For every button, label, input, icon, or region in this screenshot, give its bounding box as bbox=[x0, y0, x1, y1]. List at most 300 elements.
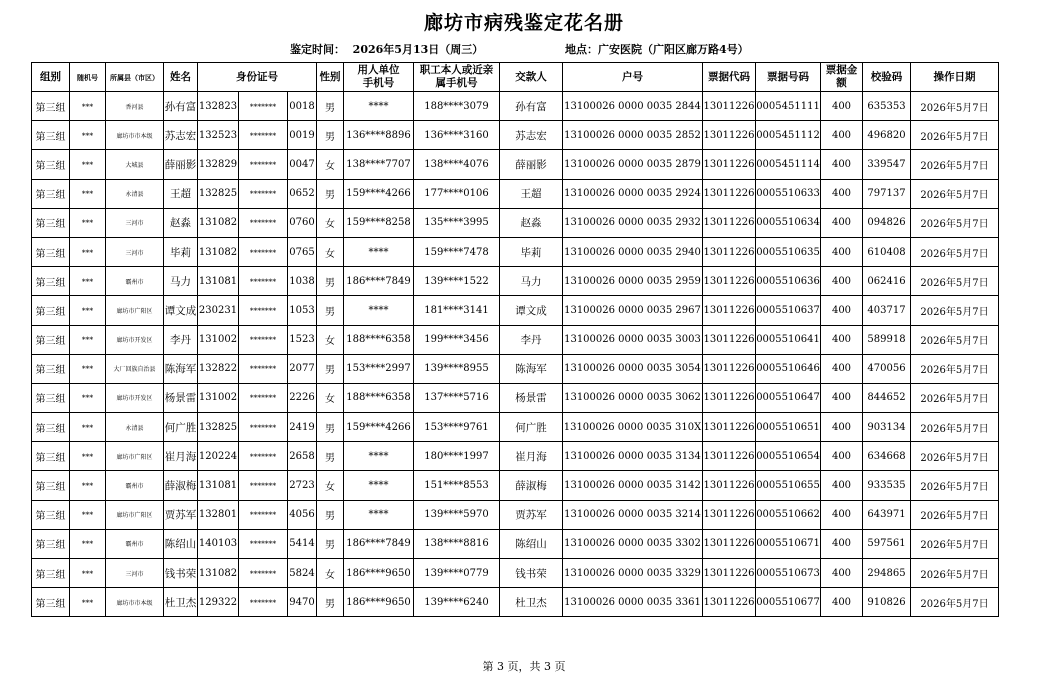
cell-invoice-code: 13011226 bbox=[703, 471, 756, 500]
cell-check-code: 597561 bbox=[863, 529, 911, 558]
cell-county: 廊坊市广阳区 bbox=[106, 296, 164, 325]
cell-id-prefix: 132825 bbox=[198, 179, 239, 208]
cell-check-code: 094826 bbox=[863, 208, 911, 237]
cell-check-code: 294865 bbox=[863, 559, 911, 588]
cell-date: 2026年5月7日 bbox=[911, 237, 999, 266]
cell-payer: 贾苏军 bbox=[500, 500, 563, 529]
table-row bbox=[32, 121, 999, 150]
table-row bbox=[32, 442, 999, 471]
cell-id-mask: ******* bbox=[239, 588, 288, 617]
cell-group: 第三组 bbox=[32, 442, 70, 471]
cell-id-suffix: 5824 bbox=[288, 559, 317, 588]
cell-account: 13100026 0000 0035 3054 bbox=[563, 354, 703, 383]
cell-id-mask: ******* bbox=[239, 150, 288, 179]
cell-check-code: 903134 bbox=[863, 413, 911, 442]
cell-invoice-number: 0005510655 bbox=[756, 471, 821, 500]
cell-date: 2026年5月7日 bbox=[911, 471, 999, 500]
table-row bbox=[32, 529, 999, 558]
cell-gender: 男 bbox=[317, 413, 344, 442]
cell-group: 第三组 bbox=[32, 208, 70, 237]
cell-payer: 谭文成 bbox=[500, 296, 563, 325]
cell-id-mask: ******* bbox=[239, 529, 288, 558]
header-payer: 交款人 bbox=[500, 63, 563, 92]
cell-self-phone: 137****5716 bbox=[414, 383, 500, 412]
cell-date: 2026年5月7日 bbox=[911, 92, 999, 121]
cell-employer-phone: 159****4266 bbox=[344, 179, 414, 208]
cell-amount: 400 bbox=[821, 325, 863, 354]
appraisal-time bbox=[290, 41, 483, 57]
cell-gender: 男 bbox=[317, 354, 344, 383]
cell-id-suffix: 0765 bbox=[288, 237, 317, 266]
cell-code: *** bbox=[70, 296, 106, 325]
cell-invoice-number: 0005510647 bbox=[756, 383, 821, 412]
cell-id-suffix: 9470 bbox=[288, 588, 317, 617]
cell-invoice-number: 0005510654 bbox=[756, 442, 821, 471]
cell-date: 2026年5月7日 bbox=[911, 500, 999, 529]
cell-amount: 400 bbox=[821, 588, 863, 617]
cell-date: 2026年5月7日 bbox=[911, 354, 999, 383]
cell-payer: 马力 bbox=[500, 267, 563, 296]
cell-account: 13100026 0000 0035 2924 bbox=[563, 179, 703, 208]
header-invoice-number: 票据号码 bbox=[756, 63, 821, 92]
cell-account: 13100026 0000 0035 3003 bbox=[563, 325, 703, 354]
cell-group: 第三组 bbox=[32, 179, 70, 208]
cell-code: *** bbox=[70, 92, 106, 121]
cell-invoice-code: 13011226 bbox=[703, 325, 756, 354]
cell-employer-phone: **** bbox=[344, 442, 414, 471]
header-employer-phone-line2: 手机号 bbox=[362, 77, 395, 89]
cell-invoice-code: 13011226 bbox=[703, 237, 756, 266]
cell-group: 第三组 bbox=[32, 354, 70, 383]
cell-invoice-code: 13011226 bbox=[703, 121, 756, 150]
cell-id-mask: ******* bbox=[239, 354, 288, 383]
cell-check-code: 496820 bbox=[863, 121, 911, 150]
cell-invoice-number: 0005510633 bbox=[756, 179, 821, 208]
cell-county: 廊坊市广阳区 bbox=[106, 500, 164, 529]
cell-name: 马力 bbox=[164, 267, 198, 296]
cell-self-phone: 177****0106 bbox=[414, 179, 500, 208]
cell-amount: 400 bbox=[821, 296, 863, 325]
cell-date: 2026年5月7日 bbox=[911, 588, 999, 617]
cell-payer: 钱书荣 bbox=[500, 559, 563, 588]
cell-gender: 男 bbox=[317, 267, 344, 296]
header-self-phone-line1: 职工本人或近亲 bbox=[419, 64, 494, 76]
cell-invoice-number: 0005451112 bbox=[756, 121, 821, 150]
cell-id-mask: ******* bbox=[239, 296, 288, 325]
cell-name: 杜卫杰 bbox=[164, 588, 198, 617]
table-row bbox=[32, 383, 999, 412]
cell-gender: 男 bbox=[317, 121, 344, 150]
cell-code: *** bbox=[70, 588, 106, 617]
cell-invoice-number: 0005510637 bbox=[756, 296, 821, 325]
cell-group: 第三组 bbox=[32, 237, 70, 266]
cell-amount: 400 bbox=[821, 179, 863, 208]
cell-employer-phone: 186****7849 bbox=[344, 529, 414, 558]
cell-amount: 400 bbox=[821, 92, 863, 121]
cell-invoice-number: 0005451111 bbox=[756, 92, 821, 121]
cell-county: 三河市 bbox=[106, 237, 164, 266]
cell-id-prefix: 132523 bbox=[198, 121, 239, 150]
cell-group: 第三组 bbox=[32, 296, 70, 325]
table-row bbox=[32, 208, 999, 237]
cell-invoice-code: 13011226 bbox=[703, 559, 756, 588]
cell-group: 第三组 bbox=[32, 588, 70, 617]
cell-id-suffix: 2077 bbox=[288, 354, 317, 383]
table-row bbox=[32, 471, 999, 500]
cell-self-phone: 153****9761 bbox=[414, 413, 500, 442]
cell-gender: 男 bbox=[317, 442, 344, 471]
cell-id-prefix: 131081 bbox=[198, 267, 239, 296]
cell-invoice-code: 13011226 bbox=[703, 267, 756, 296]
cell-employer-phone: **** bbox=[344, 296, 414, 325]
cell-self-phone: 180****1997 bbox=[414, 442, 500, 471]
cell-gender: 男 bbox=[317, 529, 344, 558]
cell-code: *** bbox=[70, 354, 106, 383]
cell-group: 第三组 bbox=[32, 500, 70, 529]
cell-id-mask: ******* bbox=[239, 500, 288, 529]
appraisal-place bbox=[565, 41, 749, 57]
cell-employer-phone: 186****9650 bbox=[344, 559, 414, 588]
cell-account: 13100026 0000 0035 2932 bbox=[563, 208, 703, 237]
cell-date: 2026年5月7日 bbox=[911, 150, 999, 179]
cell-id-prefix: 132801 bbox=[198, 500, 239, 529]
cell-code: *** bbox=[70, 559, 106, 588]
cell-id-prefix: 132823 bbox=[198, 92, 239, 121]
cell-id-prefix: 230231 bbox=[198, 296, 239, 325]
cell-self-phone: 139****6240 bbox=[414, 588, 500, 617]
cell-payer: 陈绍山 bbox=[500, 529, 563, 558]
cell-name: 赵淼 bbox=[164, 208, 198, 237]
cell-date: 2026年5月7日 bbox=[911, 413, 999, 442]
place-label: 地点： bbox=[565, 43, 598, 56]
cell-invoice-code: 13011226 bbox=[703, 442, 756, 471]
cell-self-phone: 139****0779 bbox=[414, 559, 500, 588]
header-name: 姓名 bbox=[164, 63, 198, 92]
cell-account: 13100026 0000 0035 3329 bbox=[563, 559, 703, 588]
cell-id-prefix: 132829 bbox=[198, 150, 239, 179]
cell-gender: 女 bbox=[317, 559, 344, 588]
cell-name: 薛淑梅 bbox=[164, 471, 198, 500]
cell-invoice-code: 13011226 bbox=[703, 179, 756, 208]
cell-id-suffix: 0018 bbox=[288, 92, 317, 121]
cell-amount: 400 bbox=[821, 267, 863, 296]
cell-id-mask: ******* bbox=[239, 92, 288, 121]
cell-id-suffix: 2658 bbox=[288, 442, 317, 471]
cell-payer: 陈海军 bbox=[500, 354, 563, 383]
header-amount: 票据金额 bbox=[821, 63, 863, 92]
cell-self-phone: 139****8955 bbox=[414, 354, 500, 383]
cell-id-suffix: 2226 bbox=[288, 383, 317, 412]
cell-employer-phone: **** bbox=[344, 500, 414, 529]
header-self-phone-line2: 属手机号 bbox=[435, 77, 478, 89]
cell-gender: 男 bbox=[317, 92, 344, 121]
cell-invoice-number: 0005510641 bbox=[756, 325, 821, 354]
table-row bbox=[32, 267, 999, 296]
cell-name: 何广胜 bbox=[164, 413, 198, 442]
cell-payer: 杜卫杰 bbox=[500, 588, 563, 617]
cell-id-prefix: 129322 bbox=[198, 588, 239, 617]
cell-id-mask: ******* bbox=[239, 179, 288, 208]
cell-employer-phone: **** bbox=[344, 471, 414, 500]
cell-code: *** bbox=[70, 500, 106, 529]
cell-id-suffix: 4056 bbox=[288, 500, 317, 529]
cell-self-phone: 138****8816 bbox=[414, 529, 500, 558]
cell-date: 2026年5月7日 bbox=[911, 559, 999, 588]
cell-code: *** bbox=[70, 150, 106, 179]
cell-self-phone: 199****3456 bbox=[414, 325, 500, 354]
cell-code: *** bbox=[70, 237, 106, 266]
cell-self-phone: 136****3160 bbox=[414, 121, 500, 150]
cell-employer-phone: 138****7707 bbox=[344, 150, 414, 179]
cell-county: 永清县 bbox=[106, 179, 164, 208]
cell-check-code: 844652 bbox=[863, 383, 911, 412]
cell-account: 13100026 0000 0035 2879 bbox=[563, 150, 703, 179]
time-value: 2026年5月13日（周三） bbox=[352, 43, 484, 56]
cell-payer: 杨景雷 bbox=[500, 383, 563, 412]
cell-name: 陈海军 bbox=[164, 354, 198, 383]
cell-county: 大厂回族自治县 bbox=[106, 354, 164, 383]
cell-date: 2026年5月7日 bbox=[911, 325, 999, 354]
cell-name: 崔月海 bbox=[164, 442, 198, 471]
table-row bbox=[32, 413, 999, 442]
cell-county: 永清县 bbox=[106, 413, 164, 442]
cell-invoice-code: 13011226 bbox=[703, 500, 756, 529]
cell-check-code: 589918 bbox=[863, 325, 911, 354]
cell-account: 13100026 0000 0035 2940 bbox=[563, 237, 703, 266]
cell-self-phone: 135****3995 bbox=[414, 208, 500, 237]
cell-self-phone: 139****5970 bbox=[414, 500, 500, 529]
header-date: 操作日期 bbox=[911, 63, 999, 92]
cell-employer-phone: 186****7849 bbox=[344, 267, 414, 296]
cell-self-phone: 151****8553 bbox=[414, 471, 500, 500]
cell-id-suffix: 1038 bbox=[288, 267, 317, 296]
cell-invoice-code: 13011226 bbox=[703, 588, 756, 617]
cell-name: 杨景雷 bbox=[164, 383, 198, 412]
cell-account: 13100026 0000 0035 3142 bbox=[563, 471, 703, 500]
cell-employer-phone: 136****8896 bbox=[344, 121, 414, 150]
cell-date: 2026年5月7日 bbox=[911, 529, 999, 558]
cell-id-mask: ******* bbox=[239, 383, 288, 412]
cell-date: 2026年5月7日 bbox=[911, 208, 999, 237]
cell-check-code: 797137 bbox=[863, 179, 911, 208]
cell-account: 13100026 0000 0035 2844 bbox=[563, 92, 703, 121]
cell-employer-phone: 188****6358 bbox=[344, 383, 414, 412]
header-employer-phone bbox=[344, 63, 414, 92]
cell-group: 第三组 bbox=[32, 559, 70, 588]
table-row bbox=[32, 92, 999, 121]
cell-payer: 苏志宏 bbox=[500, 121, 563, 150]
cell-county: 香河县 bbox=[106, 92, 164, 121]
header-check-code: 校验码 bbox=[863, 63, 911, 92]
document-title: 廊坊市病残鉴定花名册 bbox=[423, 12, 624, 34]
cell-employer-phone: 188****6358 bbox=[344, 325, 414, 354]
cell-invoice-number: 0005510662 bbox=[756, 500, 821, 529]
cell-group: 第三组 bbox=[32, 471, 70, 500]
cell-id-prefix: 131002 bbox=[198, 325, 239, 354]
cell-gender: 女 bbox=[317, 471, 344, 500]
cell-account: 13100026 0000 0035 2852 bbox=[563, 121, 703, 150]
table-row bbox=[32, 325, 999, 354]
cell-code: *** bbox=[70, 383, 106, 412]
cell-check-code: 470056 bbox=[863, 354, 911, 383]
table-row bbox=[32, 500, 999, 529]
cell-id-suffix: 0019 bbox=[288, 121, 317, 150]
cell-payer: 薛丽影 bbox=[500, 150, 563, 179]
cell-county: 廊坊市开发区 bbox=[106, 383, 164, 412]
cell-id-mask: ******* bbox=[239, 267, 288, 296]
cell-date: 2026年5月7日 bbox=[911, 267, 999, 296]
cell-gender: 女 bbox=[317, 150, 344, 179]
cell-id-prefix: 131002 bbox=[198, 383, 239, 412]
cell-name: 贾苏军 bbox=[164, 500, 198, 529]
cell-invoice-number: 0005510635 bbox=[756, 237, 821, 266]
cell-name: 陈绍山 bbox=[164, 529, 198, 558]
cell-date: 2026年5月7日 bbox=[911, 121, 999, 150]
cell-name: 薛丽影 bbox=[164, 150, 198, 179]
cell-name: 钱书荣 bbox=[164, 559, 198, 588]
cell-id-mask: ******* bbox=[239, 121, 288, 150]
cell-county: 霸州市 bbox=[106, 529, 164, 558]
cell-payer: 何广胜 bbox=[500, 413, 563, 442]
cell-check-code: 910826 bbox=[863, 588, 911, 617]
cell-date: 2026年5月7日 bbox=[911, 442, 999, 471]
cell-gender: 男 bbox=[317, 588, 344, 617]
table-row bbox=[32, 588, 999, 617]
cell-invoice-number: 0005451114 bbox=[756, 150, 821, 179]
header-account: 户号 bbox=[563, 63, 703, 92]
cell-group: 第三组 bbox=[32, 267, 70, 296]
cell-amount: 400 bbox=[821, 529, 863, 558]
cell-county: 三河市 bbox=[106, 559, 164, 588]
cell-account: 13100026 0000 0035 2967 bbox=[563, 296, 703, 325]
cell-county: 廊坊市市本级 bbox=[106, 121, 164, 150]
cell-id-prefix: 131082 bbox=[198, 559, 239, 588]
cell-account: 13100026 0000 0035 3302 bbox=[563, 529, 703, 558]
cell-check-code: 643971 bbox=[863, 500, 911, 529]
cell-payer: 薛淑梅 bbox=[500, 471, 563, 500]
cell-date: 2026年5月7日 bbox=[911, 383, 999, 412]
header-invoice-code: 票据代码 bbox=[703, 63, 756, 92]
cell-id-prefix: 132822 bbox=[198, 354, 239, 383]
table-row bbox=[32, 354, 999, 383]
cell-employer-phone: **** bbox=[344, 92, 414, 121]
table-row bbox=[32, 296, 999, 325]
cell-group: 第三组 bbox=[32, 413, 70, 442]
cell-id-mask: ******* bbox=[239, 208, 288, 237]
cell-id-prefix: 131081 bbox=[198, 471, 239, 500]
header-employer-phone-line1: 用人单位 bbox=[357, 64, 400, 76]
cell-county: 大城县 bbox=[106, 150, 164, 179]
cell-invoice-code: 13011226 bbox=[703, 383, 756, 412]
cell-payer: 赵淼 bbox=[500, 208, 563, 237]
cell-self-phone: 139****1522 bbox=[414, 267, 500, 296]
cell-amount: 400 bbox=[821, 383, 863, 412]
cell-employer-phone: 153****2997 bbox=[344, 354, 414, 383]
place-value: 广安医院（广阳区廊万路4号） bbox=[598, 43, 749, 56]
cell-amount: 400 bbox=[821, 413, 863, 442]
cell-employer-phone: 159****4266 bbox=[344, 413, 414, 442]
cell-invoice-code: 13011226 bbox=[703, 296, 756, 325]
cell-self-phone: 181****3141 bbox=[414, 296, 500, 325]
cell-payer: 李丹 bbox=[500, 325, 563, 354]
cell-code: *** bbox=[70, 179, 106, 208]
cell-self-phone: 159****7478 bbox=[414, 237, 500, 266]
cell-group: 第三组 bbox=[32, 325, 70, 354]
cell-id-suffix: 0760 bbox=[288, 208, 317, 237]
cell-id-prefix: 132825 bbox=[198, 413, 239, 442]
cell-account: 13100026 0000 0035 3134 bbox=[563, 442, 703, 471]
table-row bbox=[32, 559, 999, 588]
cell-amount: 400 bbox=[821, 559, 863, 588]
cell-invoice-code: 13011226 bbox=[703, 529, 756, 558]
cell-invoice-code: 13011226 bbox=[703, 150, 756, 179]
cell-check-code: 403717 bbox=[863, 296, 911, 325]
cell-id-prefix: 131082 bbox=[198, 208, 239, 237]
cell-amount: 400 bbox=[821, 442, 863, 471]
cell-gender: 女 bbox=[317, 383, 344, 412]
cell-code: *** bbox=[70, 325, 106, 354]
table-row bbox=[32, 179, 999, 208]
header-row bbox=[32, 63, 999, 92]
cell-county: 廊坊市市本级 bbox=[106, 588, 164, 617]
cell-payer: 孙有富 bbox=[500, 92, 563, 121]
cell-account: 13100026 0000 0035 2959 bbox=[563, 267, 703, 296]
cell-invoice-number: 0005510671 bbox=[756, 529, 821, 558]
roster-table bbox=[31, 62, 999, 617]
cell-amount: 400 bbox=[821, 500, 863, 529]
header-self-phone bbox=[414, 63, 500, 92]
cell-amount: 400 bbox=[821, 354, 863, 383]
cell-id-suffix: 1523 bbox=[288, 325, 317, 354]
cell-date: 2026年5月7日 bbox=[911, 179, 999, 208]
cell-county: 廊坊市广阳区 bbox=[106, 442, 164, 471]
cell-group: 第三组 bbox=[32, 92, 70, 121]
cell-county: 霸州市 bbox=[106, 471, 164, 500]
table-row bbox=[32, 150, 999, 179]
cell-gender: 男 bbox=[317, 296, 344, 325]
cell-gender: 男 bbox=[317, 500, 344, 529]
cell-code: *** bbox=[70, 413, 106, 442]
cell-code: *** bbox=[70, 529, 106, 558]
cell-self-phone: 138****4076 bbox=[414, 150, 500, 179]
cell-invoice-number: 0005510673 bbox=[756, 559, 821, 588]
cell-invoice-code: 13011226 bbox=[703, 208, 756, 237]
cell-id-prefix: 140103 bbox=[198, 529, 239, 558]
cell-name: 王超 bbox=[164, 179, 198, 208]
cell-invoice-number: 0005510634 bbox=[756, 208, 821, 237]
header-county: 所属县（市区） bbox=[106, 63, 164, 92]
cell-check-code: 610408 bbox=[863, 237, 911, 266]
cell-id-mask: ******* bbox=[239, 559, 288, 588]
cell-id-suffix: 0652 bbox=[288, 179, 317, 208]
cell-gender: 女 bbox=[317, 208, 344, 237]
cell-invoice-number: 0005510677 bbox=[756, 588, 821, 617]
cell-name: 孙有富 bbox=[164, 92, 198, 121]
header-code: 随机号 bbox=[70, 63, 106, 92]
header-id-number: 身份证号 bbox=[198, 63, 317, 92]
cell-id-mask: ******* bbox=[239, 237, 288, 266]
cell-county: 霸州市 bbox=[106, 267, 164, 296]
cell-payer: 崔月海 bbox=[500, 442, 563, 471]
cell-amount: 400 bbox=[821, 121, 863, 150]
cell-id-prefix: 131082 bbox=[198, 237, 239, 266]
cell-code: *** bbox=[70, 442, 106, 471]
cell-employer-phone: 186****9650 bbox=[344, 588, 414, 617]
cell-invoice-number: 0005510651 bbox=[756, 413, 821, 442]
cell-gender: 女 bbox=[317, 325, 344, 354]
roster-body bbox=[32, 92, 999, 617]
page-footer: 第 3 页，共 3 页 bbox=[482, 660, 566, 673]
